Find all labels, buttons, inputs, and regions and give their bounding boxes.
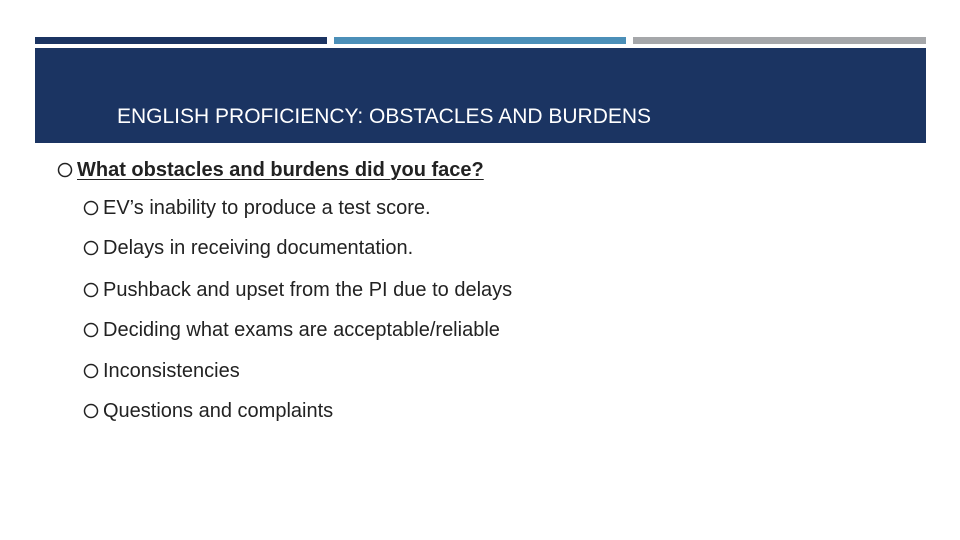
question-text: What obstacles and burdens did you face? [77, 158, 484, 181]
list-item-text: Questions and complaints [103, 399, 334, 422]
list-item [83, 276, 512, 304]
hollow-circle-bullet-icon [57, 162, 73, 178]
accent-bar-dark [35, 37, 327, 44]
question-bullet [57, 155, 484, 185]
slide-title: ENGLISH PROFICIENCY: OBSTACLES AND BURDENS [117, 105, 652, 128]
list-item [83, 357, 240, 385]
list-item [83, 194, 431, 222]
list-item-text: EV’s inability to produce a test score. [103, 196, 431, 219]
list-item [83, 397, 333, 425]
hollow-circle-bullet-icon [83, 282, 99, 298]
hollow-circle-bullet-icon [83, 240, 99, 256]
hollow-circle-bullet-icon [83, 403, 99, 419]
hollow-circle-bullet-icon [83, 363, 99, 379]
list-item [83, 234, 413, 262]
list-item-text: Inconsistencies [103, 359, 240, 382]
list-item-text: Delays in receiving documentation. [103, 236, 414, 259]
hollow-circle-bullet-icon [83, 322, 99, 338]
accent-bar-mid [334, 37, 626, 44]
hollow-circle-bullet-icon [83, 200, 99, 216]
accent-bar-light [633, 37, 926, 44]
list-item-text: Deciding what exams are acceptable/reliable [103, 318, 500, 341]
list-item-text: Pushback and upset from the PI due to delays [103, 278, 513, 301]
title-bar [35, 48, 926, 143]
list-item [83, 316, 500, 344]
